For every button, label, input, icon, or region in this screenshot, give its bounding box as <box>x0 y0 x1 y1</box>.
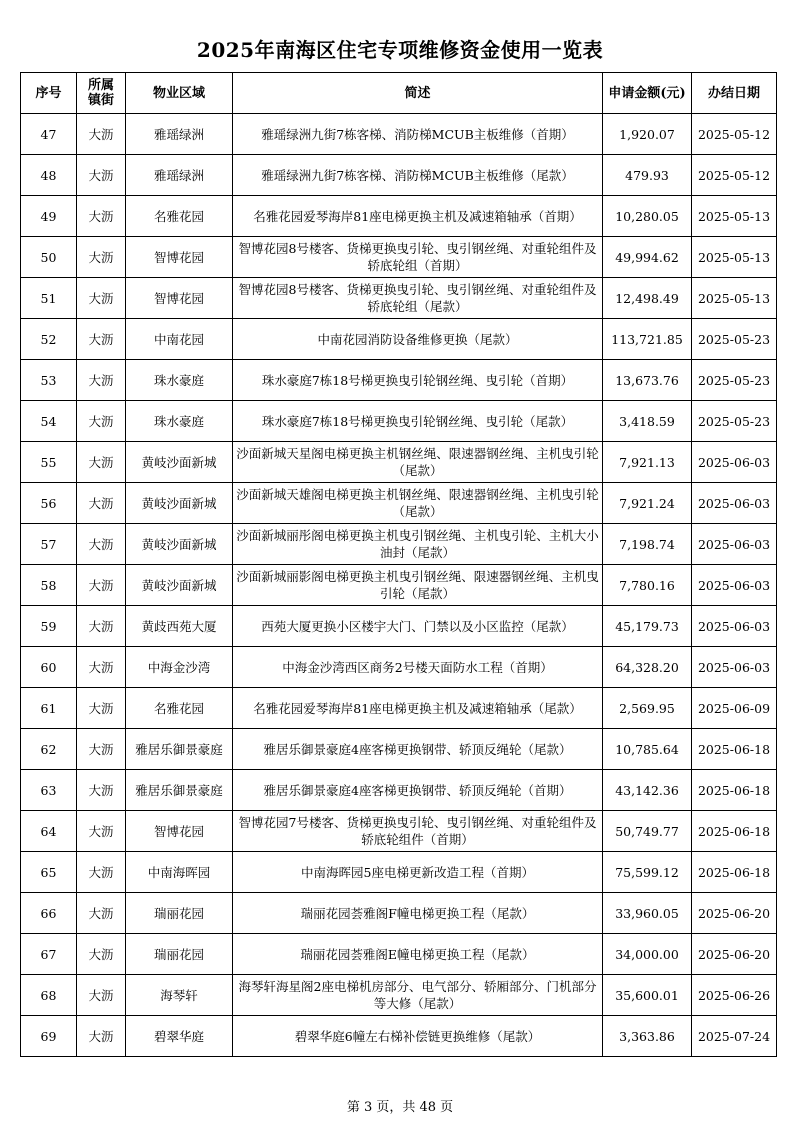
amount-cell: 479.93 <box>603 155 692 196</box>
town-cell: 大沥 <box>77 647 126 688</box>
table-header-row <box>21 73 777 114</box>
table-row <box>21 770 777 811</box>
date-cell: 2025-06-26 <box>692 975 777 1016</box>
date-cell: 2025-06-03 <box>692 483 777 524</box>
serial-no-cell: 47 <box>21 114 77 155</box>
amount-cell: 113,721.85 <box>603 319 692 360</box>
amount-cell: 13,673.76 <box>603 360 692 401</box>
description-cell: 雅瑶绿洲九街7栋客梯、消防梯MCUB主板维修（首期） <box>233 114 603 155</box>
amount-cell: 49,994.62 <box>603 237 692 278</box>
town-cell: 大沥 <box>77 278 126 319</box>
property-area-cell: 中南花园 <box>126 319 233 360</box>
serial-no-cell: 53 <box>21 360 77 401</box>
property-area-cell: 智博花园 <box>126 811 233 852</box>
date-cell: 2025-05-13 <box>692 278 777 319</box>
property-area-cell: 瑞丽花园 <box>126 893 233 934</box>
property-area-cell: 中南海晖园 <box>126 852 233 893</box>
table-row <box>21 934 777 975</box>
date-cell: 2025-05-12 <box>692 114 777 155</box>
table-row <box>21 155 777 196</box>
table-body <box>21 114 777 1057</box>
date-cell: 2025-06-18 <box>692 770 777 811</box>
serial-no-cell: 62 <box>21 729 77 770</box>
serial-no-cell: 63 <box>21 770 77 811</box>
amount-cell: 3,363.86 <box>603 1016 692 1057</box>
description-cell: 瑞丽花园荟雅阁E幢电梯更换工程（尾款） <box>233 934 603 975</box>
town-cell: 大沥 <box>77 196 126 237</box>
town-cell: 大沥 <box>77 565 126 606</box>
serial-no-cell: 54 <box>21 401 77 442</box>
town-cell: 大沥 <box>77 114 126 155</box>
table-row <box>21 278 777 319</box>
description-cell: 智博花园7号楼客、货梯更换曳引轮、曳引钢丝绳、对重轮组件及轿底轮组件（首期） <box>233 811 603 852</box>
property-area-cell: 黄岐沙面新城 <box>126 442 233 483</box>
date-cell: 2025-06-03 <box>692 647 777 688</box>
serial-no-cell: 49 <box>21 196 77 237</box>
town-cell: 大沥 <box>77 975 126 1016</box>
description-cell: 碧翠华庭6幢左右梯补偿链更换维修（尾款） <box>233 1016 603 1057</box>
town-cell: 大沥 <box>77 360 126 401</box>
amount-cell: 45,179.73 <box>603 606 692 647</box>
serial-no-cell: 68 <box>21 975 77 1016</box>
amount-cell: 12,498.49 <box>603 278 692 319</box>
maintenance-fund-table <box>20 72 777 1057</box>
description-cell: 名雅花园爱琴海岸81座电梯更换主机及减速箱轴承（尾款） <box>233 688 603 729</box>
serial-no-cell: 65 <box>21 852 77 893</box>
header-serial-no: 序号 <box>21 73 77 114</box>
property-area-cell: 雅居乐御景豪庭 <box>126 729 233 770</box>
town-cell: 大沥 <box>77 934 126 975</box>
page-footer: 第 3 页，共 48 页 <box>346 1100 454 1115</box>
town-cell: 大沥 <box>77 401 126 442</box>
amount-cell: 33,960.05 <box>603 893 692 934</box>
property-area-cell: 雅瑶绿洲 <box>126 155 233 196</box>
town-cell: 大沥 <box>77 237 126 278</box>
table-row <box>21 360 777 401</box>
property-area-cell: 智博花园 <box>126 278 233 319</box>
description-cell: 智博花园8号楼客、货梯更换曳引轮、曳引钢丝绳、对重轮组件及轿底轮组（尾款） <box>233 278 603 319</box>
date-cell: 2025-05-12 <box>692 155 777 196</box>
table-row <box>21 606 777 647</box>
table-row <box>21 811 777 852</box>
serial-no-cell: 48 <box>21 155 77 196</box>
date-cell: 2025-06-18 <box>692 811 777 852</box>
property-area-cell: 黄歧西苑大厦 <box>126 606 233 647</box>
description-cell: 雅居乐御景豪庭4座客梯更换钢带、轿顶反绳轮（尾款） <box>233 729 603 770</box>
table-row <box>21 196 777 237</box>
property-area-cell: 海琴轩 <box>126 975 233 1016</box>
amount-cell: 7,198.74 <box>603 524 692 565</box>
date-cell: 2025-05-23 <box>692 360 777 401</box>
property-area-cell: 黄岐沙面新城 <box>126 483 233 524</box>
town-cell: 大沥 <box>77 729 126 770</box>
header-amount: 申请金额(元) <box>603 73 692 114</box>
property-area-cell: 黄岐沙面新城 <box>126 565 233 606</box>
header-date: 办结日期 <box>692 73 777 114</box>
serial-no-cell: 57 <box>21 524 77 565</box>
amount-cell: 7,921.24 <box>603 483 692 524</box>
property-area-cell: 碧翠华庭 <box>126 1016 233 1057</box>
serial-no-cell: 64 <box>21 811 77 852</box>
serial-no-cell: 61 <box>21 688 77 729</box>
table-row <box>21 114 777 155</box>
header-description: 简述 <box>233 73 603 114</box>
description-cell: 雅瑶绿洲九街7栋客梯、消防梯MCUB主板维修（尾款） <box>233 155 603 196</box>
table-row <box>21 483 777 524</box>
property-area-cell: 瑞丽花园 <box>126 934 233 975</box>
date-cell: 2025-06-18 <box>692 729 777 770</box>
town-cell: 大沥 <box>77 688 126 729</box>
table-row <box>21 893 777 934</box>
header-town-text: 所属镇街 <box>87 78 114 108</box>
description-cell: 海琴轩海星阁2座电梯机房部分、电气部分、轿厢部分、门机部分等大修（尾款） <box>233 975 603 1016</box>
description-cell: 智博花园8号楼客、货梯更换曳引轮、曳引钢丝绳、对重轮组件及轿底轮组（首期） <box>233 237 603 278</box>
date-cell: 2025-05-13 <box>692 237 777 278</box>
date-cell: 2025-06-18 <box>692 852 777 893</box>
date-cell: 2025-06-03 <box>692 442 777 483</box>
amount-cell: 34,000.00 <box>603 934 692 975</box>
town-cell: 大沥 <box>77 524 126 565</box>
town-cell: 大沥 <box>77 483 126 524</box>
table-row <box>21 852 777 893</box>
serial-no-cell: 55 <box>21 442 77 483</box>
date-cell: 2025-06-20 <box>692 934 777 975</box>
amount-cell: 1,920.07 <box>603 114 692 155</box>
table-row <box>21 688 777 729</box>
description-cell: 沙面新城丽彤阁电梯更换主机曳引钢丝绳、主机曳引轮、主机大小油封（尾款） <box>233 524 603 565</box>
description-cell: 珠水豪庭7栋18号梯更换曳引轮钢丝绳、曳引轮（尾款） <box>233 401 603 442</box>
town-cell: 大沥 <box>77 319 126 360</box>
town-cell: 大沥 <box>77 606 126 647</box>
table-row <box>21 237 777 278</box>
date-cell: 2025-06-03 <box>692 565 777 606</box>
page-title: 2025年南海区住宅专项维修资金使用一览表 <box>196 38 604 62</box>
table-row <box>21 975 777 1016</box>
date-cell: 2025-05-23 <box>692 401 777 442</box>
header-town <box>77 73 126 114</box>
property-area-cell: 名雅花园 <box>126 196 233 237</box>
table-row <box>21 729 777 770</box>
town-cell: 大沥 <box>77 852 126 893</box>
table-row <box>21 524 777 565</box>
town-cell: 大沥 <box>77 770 126 811</box>
amount-cell: 75,599.12 <box>603 852 692 893</box>
amount-cell: 43,142.36 <box>603 770 692 811</box>
date-cell: 2025-05-13 <box>692 196 777 237</box>
description-cell: 沙面新城天星阁电梯更换主机钢丝绳、限速器钢丝绳、主机曳引轮（尾款） <box>233 442 603 483</box>
description-cell: 中南海晖园5座电梯更新改造工程（首期） <box>233 852 603 893</box>
description-cell: 瑞丽花园荟雅阁F幢电梯更换工程（尾款） <box>233 893 603 934</box>
description-cell: 中海金沙湾西区商务2号楼天面防水工程（首期） <box>233 647 603 688</box>
town-cell: 大沥 <box>77 442 126 483</box>
amount-cell: 64,328.20 <box>603 647 692 688</box>
description-cell: 珠水豪庭7栋18号梯更换曳引轮钢丝绳、曳引轮（首期） <box>233 360 603 401</box>
serial-no-cell: 60 <box>21 647 77 688</box>
amount-cell: 2,569.95 <box>603 688 692 729</box>
amount-cell: 35,600.01 <box>603 975 692 1016</box>
property-area-cell: 雅瑶绿洲 <box>126 114 233 155</box>
date-cell: 2025-06-03 <box>692 606 777 647</box>
amount-cell: 10,280.05 <box>603 196 692 237</box>
serial-no-cell: 59 <box>21 606 77 647</box>
table-row <box>21 442 777 483</box>
table-row <box>21 401 777 442</box>
town-cell: 大沥 <box>77 155 126 196</box>
description-cell: 中南花园消防设备维修更换（尾款） <box>233 319 603 360</box>
description-cell: 名雅花园爱琴海岸81座电梯更换主机及减速箱轴承（首期） <box>233 196 603 237</box>
serial-no-cell: 52 <box>21 319 77 360</box>
property-area-cell: 珠水豪庭 <box>126 401 233 442</box>
description-cell: 西苑大厦更换小区楼宇大门、门禁以及小区监控（尾款） <box>233 606 603 647</box>
serial-no-cell: 51 <box>21 278 77 319</box>
property-area-cell: 黄岐沙面新城 <box>126 524 233 565</box>
date-cell: 2025-05-23 <box>692 319 777 360</box>
date-cell: 2025-06-09 <box>692 688 777 729</box>
serial-no-cell: 58 <box>21 565 77 606</box>
table-row <box>21 565 777 606</box>
town-cell: 大沥 <box>77 1016 126 1057</box>
table-row <box>21 647 777 688</box>
table-row <box>21 1016 777 1057</box>
property-area-cell: 智博花园 <box>126 237 233 278</box>
property-area-cell: 珠水豪庭 <box>126 360 233 401</box>
property-area-cell: 名雅花园 <box>126 688 233 729</box>
serial-no-cell: 69 <box>21 1016 77 1057</box>
amount-cell: 7,780.16 <box>603 565 692 606</box>
date-cell: 2025-06-20 <box>692 893 777 934</box>
property-area-cell: 雅居乐御景豪庭 <box>126 770 233 811</box>
description-cell: 雅居乐御景豪庭4座客梯更换钢带、轿顶反绳轮（首期） <box>233 770 603 811</box>
town-cell: 大沥 <box>77 893 126 934</box>
property-area-cell: 中海金沙湾 <box>126 647 233 688</box>
serial-no-cell: 67 <box>21 934 77 975</box>
town-cell: 大沥 <box>77 811 126 852</box>
serial-no-cell: 56 <box>21 483 77 524</box>
amount-cell: 50,749.77 <box>603 811 692 852</box>
header-property-area: 物业区域 <box>126 73 233 114</box>
description-cell: 沙面新城天雄阁电梯更换主机钢丝绳、限速器钢丝绳、主机曳引轮（尾款） <box>233 483 603 524</box>
date-cell: 2025-06-03 <box>692 524 777 565</box>
description-cell: 沙面新城丽影阁电梯更换主机曳引钢丝绳、限速器钢丝绳、主机曳引轮（尾款） <box>233 565 603 606</box>
date-cell: 2025-07-24 <box>692 1016 777 1057</box>
serial-no-cell: 66 <box>21 893 77 934</box>
serial-no-cell: 50 <box>21 237 77 278</box>
table-row <box>21 319 777 360</box>
amount-cell: 10,785.64 <box>603 729 692 770</box>
amount-cell: 3,418.59 <box>603 401 692 442</box>
amount-cell: 7,921.13 <box>603 442 692 483</box>
